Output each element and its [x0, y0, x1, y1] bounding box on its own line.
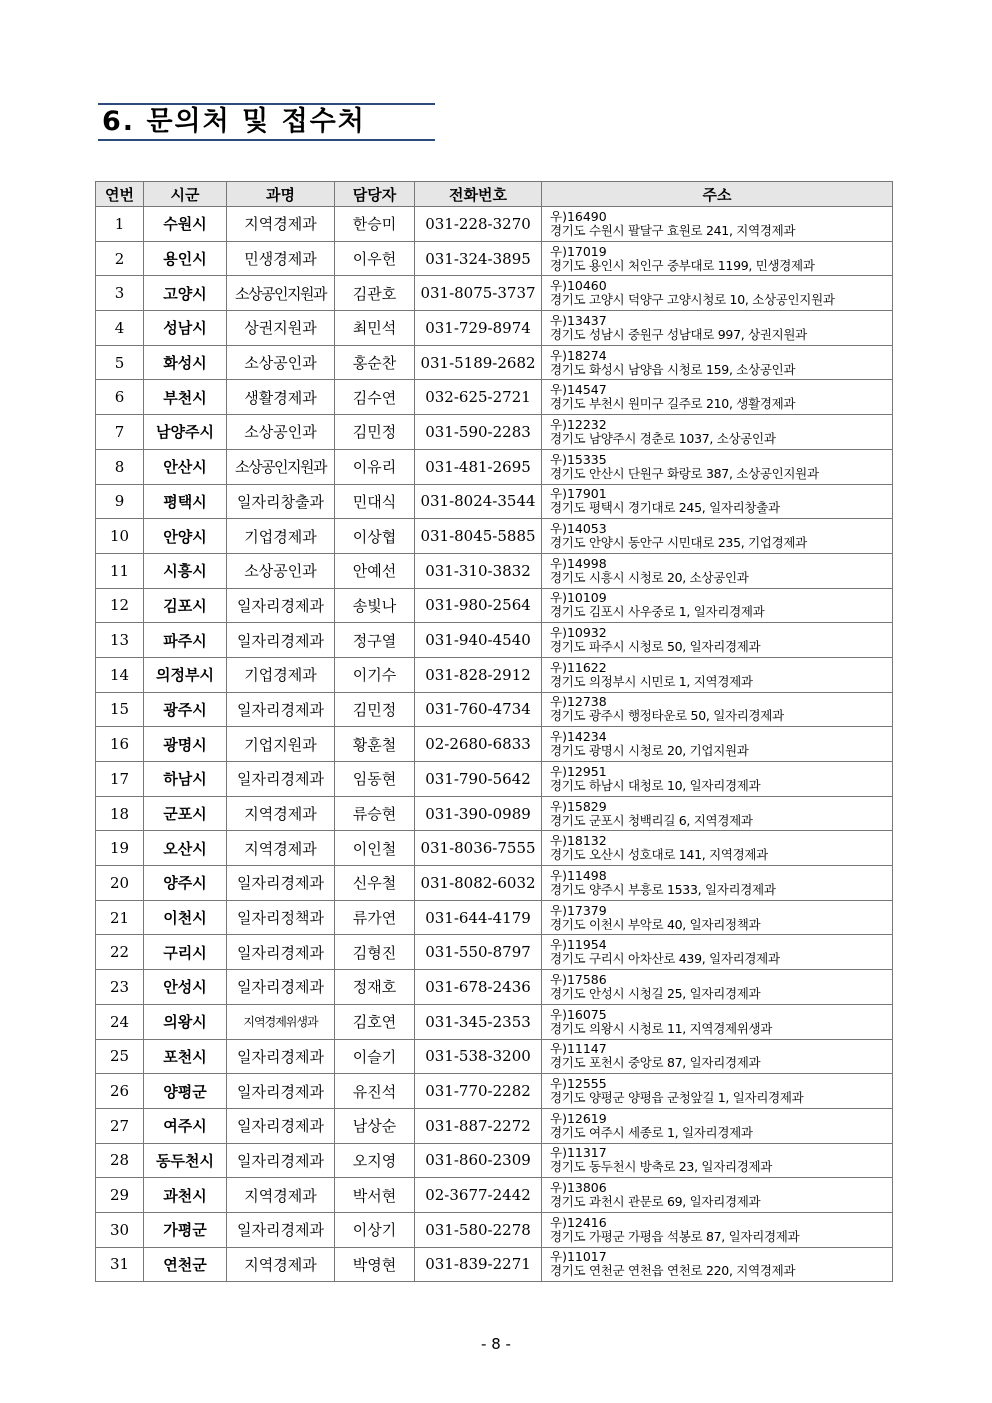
department: 일자리경제과	[227, 1108, 335, 1143]
contact-person: 이상협	[335, 519, 415, 554]
address-cell	[542, 380, 893, 415]
postal-code: 우)11622	[550, 659, 607, 675]
street-address: 경기도 성남시 중원구 성남대로 997, 상권지원과	[550, 326, 807, 342]
address-cell	[542, 970, 893, 1005]
table-row	[96, 1178, 893, 1213]
table-row	[96, 207, 893, 242]
contact-person: 김형진	[335, 935, 415, 970]
department: 지역경제과	[227, 1178, 335, 1213]
department: 일자리경제과	[227, 935, 335, 970]
city-name: 구리시	[144, 935, 227, 970]
row-number: 21	[96, 900, 144, 935]
department: 소상공인과	[227, 345, 335, 380]
city-name: 의정부시	[144, 657, 227, 692]
city-name: 수원시	[144, 207, 227, 242]
postal-code: 우)12738	[550, 694, 607, 710]
street-address: 경기도 안산시 단원구 화랑로 387, 소상공인지원과	[550, 465, 819, 481]
table-row	[96, 1143, 893, 1178]
phone-number: 031-678-2436	[415, 970, 542, 1005]
street-address: 경기도 광명시 시청로 20, 기업지원과	[550, 743, 749, 759]
table-row	[96, 657, 893, 692]
street-address: 경기도 과천시 관문로 69, 일자리경제과	[550, 1194, 761, 1210]
table-row	[96, 519, 893, 554]
postal-code: 우)10109	[550, 590, 607, 606]
postal-code: 우)18132	[550, 833, 607, 849]
city-name: 평택시	[144, 484, 227, 519]
city-name: 광주시	[144, 692, 227, 727]
row-number: 31	[96, 1247, 144, 1282]
street-address: 경기도 시흥시 시청로 20, 소상공인과	[550, 569, 749, 585]
address-cell	[542, 311, 893, 346]
row-number: 17	[96, 762, 144, 797]
department: 일자리경제과	[227, 970, 335, 1005]
table-row	[96, 484, 893, 519]
contact-person: 오지영	[335, 1143, 415, 1178]
row-number: 23	[96, 970, 144, 1005]
address-cell	[542, 241, 893, 276]
postal-code: 우)12416	[550, 1214, 607, 1230]
contact-person: 안예선	[335, 553, 415, 588]
department: 일자리경제과	[227, 588, 335, 623]
postal-code: 우)10460	[550, 278, 607, 294]
postal-code: 우)14547	[550, 382, 607, 398]
row-number: 27	[96, 1108, 144, 1143]
contact-person: 이우헌	[335, 241, 415, 276]
table-row	[96, 1074, 893, 1109]
address-cell	[542, 484, 893, 519]
contact-person: 유진석	[335, 1074, 415, 1109]
department: 일자리경제과	[227, 866, 335, 901]
table-row	[96, 415, 893, 450]
city-name: 김포시	[144, 588, 227, 623]
contact-person: 남상순	[335, 1108, 415, 1143]
postal-code: 우)11317	[550, 1145, 607, 1161]
department: 일자리정책과	[227, 900, 335, 935]
address-cell	[542, 553, 893, 588]
table-row	[96, 380, 893, 415]
table-row	[96, 796, 893, 831]
header-person: 담당자	[335, 182, 415, 207]
city-name: 안성시	[144, 970, 227, 1005]
phone-number: 031-644-4179	[415, 900, 542, 935]
city-name: 안양시	[144, 519, 227, 554]
phone-number: 031-228-3270	[415, 207, 542, 242]
table-row	[96, 241, 893, 276]
table-row	[96, 311, 893, 346]
contact-person: 민대식	[335, 484, 415, 519]
department: 기업경제과	[227, 519, 335, 554]
city-name: 파주시	[144, 623, 227, 658]
address-cell	[542, 519, 893, 554]
department: 생활경제과	[227, 380, 335, 415]
table-row	[96, 1212, 893, 1247]
city-name: 동두천시	[144, 1143, 227, 1178]
phone-number: 031-590-2283	[415, 415, 542, 450]
address-cell	[542, 276, 893, 311]
table-row	[96, 727, 893, 762]
header-phone: 전화번호	[415, 182, 542, 207]
contact-person: 김민정	[335, 415, 415, 450]
contact-person: 황훈철	[335, 727, 415, 762]
address-cell	[542, 657, 893, 692]
street-address: 경기도 연천군 연천읍 연천로 220, 지역경제과	[550, 1263, 796, 1279]
contact-person: 박서현	[335, 1178, 415, 1213]
street-address: 경기도 양평군 양평읍 군청앞길 1, 일자리경제과	[550, 1090, 804, 1106]
contact-person: 이상기	[335, 1212, 415, 1247]
postal-code: 우)10932	[550, 625, 607, 641]
street-address: 경기도 부천시 원미구 길주로 210, 생활경제과	[550, 396, 796, 412]
contact-person: 박영현	[335, 1247, 415, 1282]
street-address: 경기도 이천시 부악로 40, 일자리정책과	[550, 916, 761, 932]
contact-person: 한승미	[335, 207, 415, 242]
postal-code: 우)11017	[550, 1249, 607, 1265]
address-cell	[542, 1143, 893, 1178]
row-number: 7	[96, 415, 144, 450]
city-name: 성남시	[144, 311, 227, 346]
table-row	[96, 1039, 893, 1074]
contact-person: 김민정	[335, 692, 415, 727]
department: 지역경제과	[227, 831, 335, 866]
postal-code: 우)16490	[550, 208, 607, 224]
phone-number: 032-625-2721	[415, 380, 542, 415]
phone-number: 031-8036-7555	[415, 831, 542, 866]
address-cell	[542, 831, 893, 866]
postal-code: 우)12951	[550, 763, 607, 779]
row-number: 10	[96, 519, 144, 554]
contact-person: 김관호	[335, 276, 415, 311]
street-address: 경기도 남양주시 경춘로 1037, 소상공인과	[550, 430, 776, 446]
city-name: 부천시	[144, 380, 227, 415]
postal-code: 우)17901	[550, 486, 607, 502]
city-name: 양주시	[144, 866, 227, 901]
street-address: 경기도 포천시 중앙로 87, 일자리경제과	[550, 1055, 761, 1071]
city-name: 여주시	[144, 1108, 227, 1143]
contact-person: 류가연	[335, 900, 415, 935]
table-header-row	[96, 182, 893, 207]
street-address: 경기도 평택시 경기대로 245, 일자리창출과	[550, 500, 780, 516]
street-address: 경기도 구리시 아차산로 439, 일자리경제과	[550, 951, 780, 967]
phone-number: 031-324-3895	[415, 241, 542, 276]
phone-number: 02-2680-6833	[415, 727, 542, 762]
department: 지역경제과	[227, 796, 335, 831]
table-row	[96, 831, 893, 866]
street-address: 경기도 화성시 남양읍 시청로 159, 소상공인과	[550, 361, 796, 377]
department: 기업지원과	[227, 727, 335, 762]
row-number: 15	[96, 692, 144, 727]
department: 일자리경제과	[227, 623, 335, 658]
phone-number: 031-310-3832	[415, 553, 542, 588]
phone-number: 031-8024-3544	[415, 484, 542, 519]
street-address: 경기도 양주시 부흥로 1533, 일자리경제과	[550, 881, 776, 897]
phone-number: 031-839-2271	[415, 1247, 542, 1282]
street-address: 경기도 하남시 대청로 10, 일자리경제과	[550, 777, 761, 793]
postal-code: 우)12619	[550, 1110, 607, 1126]
table-row	[96, 970, 893, 1005]
header-no: 연번	[96, 182, 144, 207]
table-row	[96, 866, 893, 901]
address-cell	[542, 1039, 893, 1074]
department: 일자리경제과	[227, 1039, 335, 1074]
postal-code: 우)15335	[550, 451, 607, 467]
street-address: 경기도 수원시 팔달구 효원로 241, 지역경제과	[550, 222, 796, 238]
table-body	[96, 207, 893, 1282]
row-number: 18	[96, 796, 144, 831]
department: 소상공인과	[227, 553, 335, 588]
street-address: 경기도 가평군 가평읍 석봉로 87, 일자리경제과	[550, 1228, 800, 1244]
address-cell	[542, 762, 893, 797]
department: 일자리경제과	[227, 1143, 335, 1178]
postal-code: 우)12555	[550, 1076, 607, 1092]
phone-number: 031-538-3200	[415, 1039, 542, 1074]
row-number: 19	[96, 831, 144, 866]
page-number: - 8 -	[481, 1335, 511, 1353]
table-row	[96, 1247, 893, 1282]
row-number: 28	[96, 1143, 144, 1178]
city-name: 안산시	[144, 449, 227, 484]
row-number: 20	[96, 866, 144, 901]
city-name: 군포시	[144, 796, 227, 831]
section-title	[98, 103, 435, 141]
postal-code: 우)18274	[550, 347, 607, 363]
city-name: 시흥시	[144, 553, 227, 588]
department: 상권지원과	[227, 311, 335, 346]
phone-number: 031-729-8974	[415, 311, 542, 346]
address-cell	[542, 692, 893, 727]
postal-code: 우)13806	[550, 1180, 607, 1196]
phone-number: 031-8045-5885	[415, 519, 542, 554]
row-number: 13	[96, 623, 144, 658]
contact-person: 김수연	[335, 380, 415, 415]
phone-number: 031-345-2353	[415, 1004, 542, 1039]
phone-number: 031-887-2272	[415, 1108, 542, 1143]
address-cell	[542, 623, 893, 658]
address-cell	[542, 1247, 893, 1282]
contact-person: 신우철	[335, 866, 415, 901]
table-row	[96, 449, 893, 484]
address-cell	[542, 588, 893, 623]
row-number: 9	[96, 484, 144, 519]
department: 일자리경제과	[227, 1074, 335, 1109]
address-cell	[542, 1108, 893, 1143]
phone-number: 031-390-0989	[415, 796, 542, 831]
contact-person: 류승현	[335, 796, 415, 831]
phone-number: 031-760-4734	[415, 692, 542, 727]
contact-person: 송빛나	[335, 588, 415, 623]
street-address: 경기도 군포시 청백리길 6, 지역경제과	[550, 812, 753, 828]
row-number: 22	[96, 935, 144, 970]
address-cell	[542, 1004, 893, 1039]
phone-number: 031-8075-3737	[415, 276, 542, 311]
city-name: 가평군	[144, 1212, 227, 1247]
row-number: 3	[96, 276, 144, 311]
address-cell	[542, 935, 893, 970]
row-number: 8	[96, 449, 144, 484]
street-address: 경기도 의왕시 시청로 11, 지역경제위생과	[550, 1020, 773, 1036]
contact-person: 이인철	[335, 831, 415, 866]
contact-person: 최민석	[335, 311, 415, 346]
phone-number: 031-940-4540	[415, 623, 542, 658]
header-city: 시군	[144, 182, 227, 207]
table-row	[96, 900, 893, 935]
department: 일자리경제과	[227, 762, 335, 797]
address-cell	[542, 1212, 893, 1247]
row-number: 1	[96, 207, 144, 242]
postal-code: 우)14053	[550, 521, 607, 537]
postal-code: 우)17379	[550, 902, 607, 918]
row-number: 11	[96, 553, 144, 588]
row-number: 16	[96, 727, 144, 762]
contact-person: 이기수	[335, 657, 415, 692]
table-row	[96, 623, 893, 658]
city-name: 하남시	[144, 762, 227, 797]
city-name: 용인시	[144, 241, 227, 276]
address-cell	[542, 345, 893, 380]
street-address: 경기도 김포시 사우중로 1, 일자리경제과	[550, 604, 765, 620]
phone-number: 031-860-2309	[415, 1143, 542, 1178]
table-row	[96, 1108, 893, 1143]
row-number: 12	[96, 588, 144, 623]
postal-code: 우)16075	[550, 1006, 607, 1022]
phone-number: 031-5189-2682	[415, 345, 542, 380]
address-cell	[542, 796, 893, 831]
contact-person: 홍순찬	[335, 345, 415, 380]
table-row	[96, 345, 893, 380]
phone-number: 031-8082-6032	[415, 866, 542, 901]
section-title-text: 6. 문의처 및 접수처	[102, 106, 366, 137]
city-name: 남양주시	[144, 415, 227, 450]
contact-person: 김호연	[335, 1004, 415, 1039]
table-row	[96, 588, 893, 623]
phone-number: 02-3677-2442	[415, 1178, 542, 1213]
city-name: 오산시	[144, 831, 227, 866]
phone-number: 031-481-2695	[415, 449, 542, 484]
phone-number: 031-550-8797	[415, 935, 542, 970]
city-name: 고양시	[144, 276, 227, 311]
header-address: 주소	[542, 182, 893, 207]
table-row	[96, 553, 893, 588]
contact-person: 이슬기	[335, 1039, 415, 1074]
department: 소상공인과	[227, 415, 335, 450]
row-number: 2	[96, 241, 144, 276]
row-number: 6	[96, 380, 144, 415]
postal-code: 우)11147	[550, 1041, 607, 1057]
contact-person: 정재호	[335, 970, 415, 1005]
postal-code: 우)13437	[550, 312, 607, 328]
phone-number: 031-828-2912	[415, 657, 542, 692]
street-address: 경기도 광주시 행정타운로 50, 일자리경제과	[550, 708, 784, 724]
row-number: 4	[96, 311, 144, 346]
street-address: 경기도 오산시 성호대로 141, 지역경제과	[550, 847, 768, 863]
address-cell	[542, 1178, 893, 1213]
postal-code: 우)11498	[550, 867, 607, 883]
city-name: 이천시	[144, 900, 227, 935]
table-row	[96, 935, 893, 970]
phone-number: 031-580-2278	[415, 1212, 542, 1247]
row-number: 14	[96, 657, 144, 692]
city-name: 연천군	[144, 1247, 227, 1282]
street-address: 경기도 안성시 시청길 25, 일자리경제과	[550, 985, 761, 1001]
city-name: 과천시	[144, 1178, 227, 1213]
table-row	[96, 762, 893, 797]
postal-code: 우)14234	[550, 729, 607, 745]
address-cell	[542, 727, 893, 762]
street-address: 경기도 동두천시 방축로 23, 일자리경제과	[550, 1159, 773, 1175]
phone-number: 031-770-2282	[415, 1074, 542, 1109]
row-number: 26	[96, 1074, 144, 1109]
address-cell	[542, 900, 893, 935]
street-address: 경기도 용인시 처인구 중부대로 1199, 민생경제과	[550, 257, 815, 273]
contact-person: 정구열	[335, 623, 415, 658]
department: 기업경제과	[227, 657, 335, 692]
contact-person: 임동현	[335, 762, 415, 797]
row-number: 5	[96, 345, 144, 380]
department: 지역경제위생과	[227, 1004, 335, 1039]
department: 민생경제과	[227, 241, 335, 276]
street-address: 경기도 안양시 동안구 시민대로 235, 기업경제과	[550, 535, 807, 551]
row-number: 29	[96, 1178, 144, 1213]
city-name: 포천시	[144, 1039, 227, 1074]
address-cell	[542, 415, 893, 450]
city-name: 광명시	[144, 727, 227, 762]
address-cell	[542, 207, 893, 242]
street-address: 경기도 의정부시 시민로 1, 지역경제과	[550, 673, 753, 689]
contact-person: 이유리	[335, 449, 415, 484]
department: 일자리창출과	[227, 484, 335, 519]
department: 소상공인지원과	[227, 449, 335, 484]
address-cell	[542, 866, 893, 901]
department: 소상공인지원과	[227, 276, 335, 311]
phone-number: 031-790-5642	[415, 762, 542, 797]
department: 일자리경제과	[227, 1212, 335, 1247]
row-number: 30	[96, 1212, 144, 1247]
department: 지역경제과	[227, 1247, 335, 1282]
postal-code: 우)15829	[550, 798, 607, 814]
city-name: 양평군	[144, 1074, 227, 1109]
postal-code: 우)12232	[550, 416, 607, 432]
row-number: 24	[96, 1004, 144, 1039]
city-name: 의왕시	[144, 1004, 227, 1039]
department: 일자리경제과	[227, 692, 335, 727]
postal-code: 우)14998	[550, 555, 607, 571]
city-name: 화성시	[144, 345, 227, 380]
phone-number: 031-980-2564	[415, 588, 542, 623]
street-address: 경기도 여주시 세종로 1, 일자리경제과	[550, 1124, 753, 1140]
table-row	[96, 276, 893, 311]
address-cell	[542, 449, 893, 484]
contact-table	[95, 181, 893, 1282]
street-address: 경기도 파주시 시청로 50, 일자리경제과	[550, 639, 761, 655]
table-row	[96, 1004, 893, 1039]
postal-code: 우)11954	[550, 937, 607, 953]
address-cell	[542, 1074, 893, 1109]
street-address: 경기도 고양시 덕양구 고양시청로 10, 소상공인지원과	[550, 292, 835, 308]
postal-code: 우)17019	[550, 243, 607, 259]
row-number: 25	[96, 1039, 144, 1074]
postal-code: 우)17586	[550, 971, 607, 987]
table-row	[96, 692, 893, 727]
header-dept: 과명	[227, 182, 335, 207]
department: 지역경제과	[227, 207, 335, 242]
